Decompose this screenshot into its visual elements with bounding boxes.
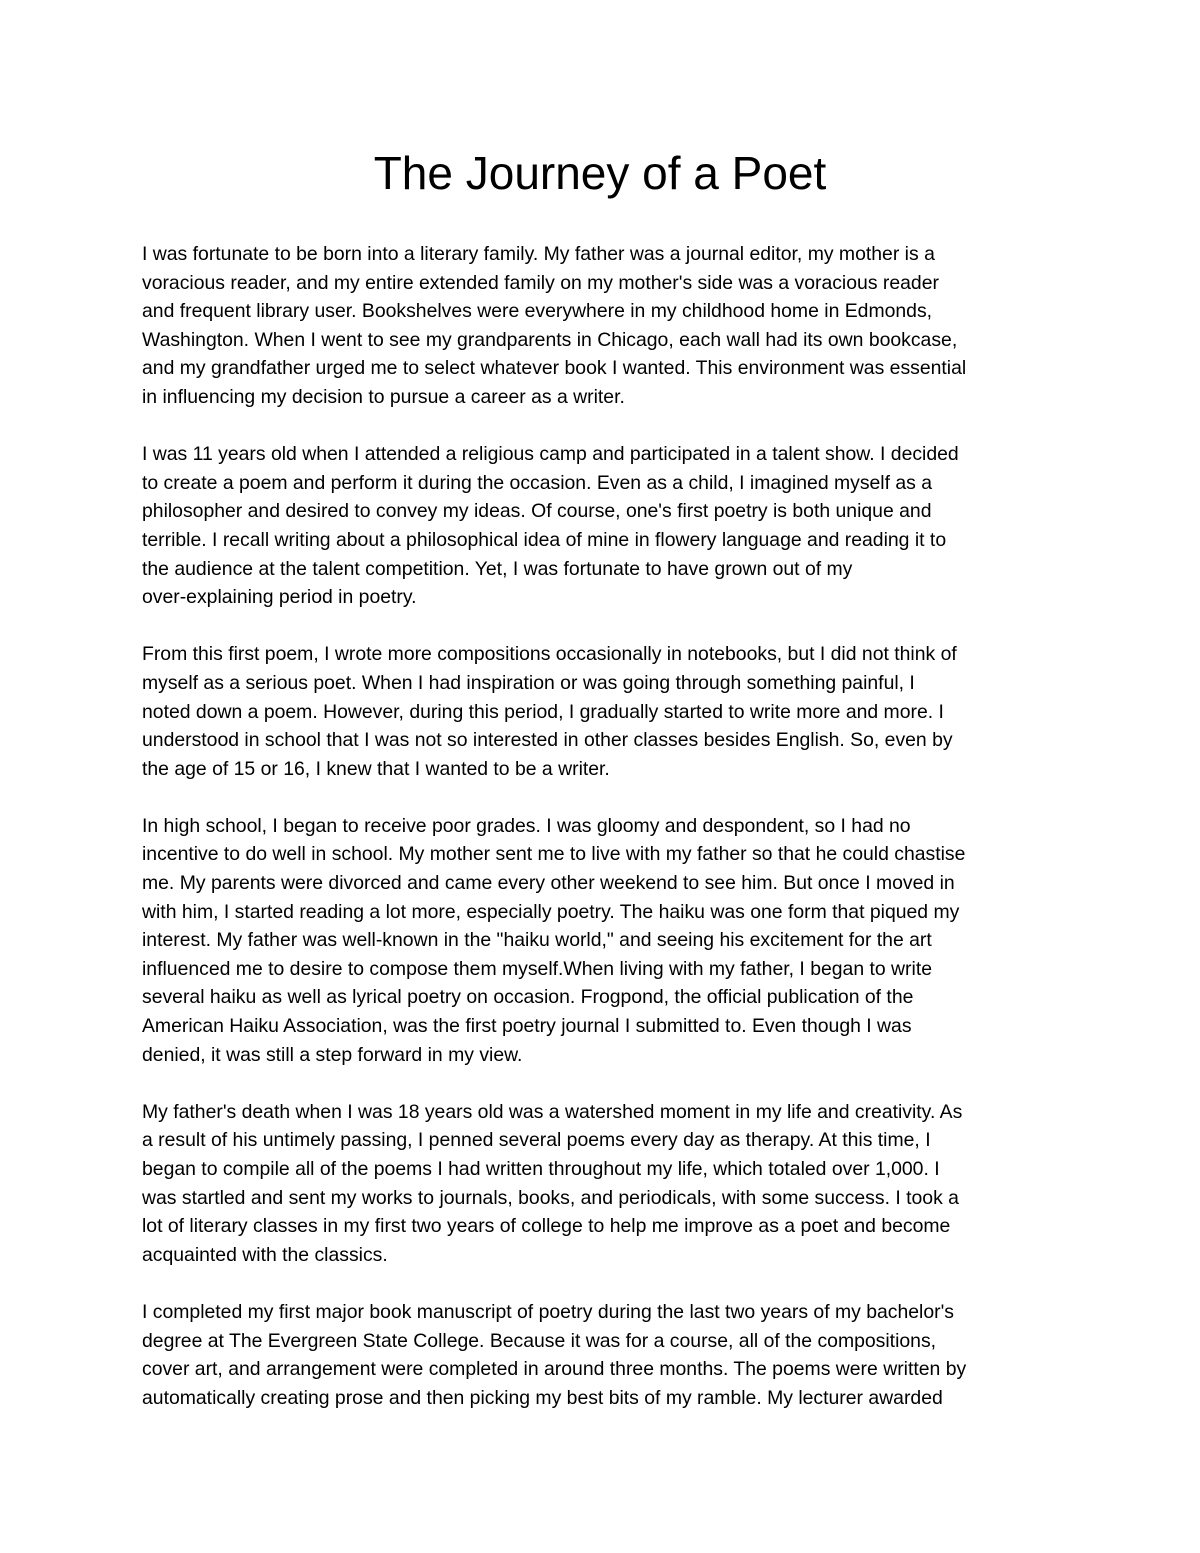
text-line: degree at The Evergreen State College. Because it was for a course, all of the compositions, [142,1329,937,1352]
text-line: influenced me to desire to compose them myself.When living with my father, I began to write [142,957,932,980]
text-line: several haiku as well as lyrical poetry on occasion. Frogpond, the official publication of the [142,986,914,1009]
text-line: to create a poem and perform it during the occasion. Even as a child, I imagined myself as a [142,471,933,494]
text-line: I was fortunate to be born into a literary family. My father was a journal editor, my mother is a [142,243,935,265]
text-line: incentive to do well in school. My mother sent me to live with my father so that he could chastise [142,843,966,866]
text-line: cover art, and arrangement were completed in around three months. The poems were written by [142,1358,967,1381]
text-line: From this first poem, I wrote more compositions occasionally in notebooks, but I did not think of [142,643,957,666]
text-line: the audience at the talent competition. Yet, I was fortunate to have grown out of my [142,557,853,580]
text-line: a result of his untimely passing, I penned several poems every day as therapy. At this time, I [142,1129,931,1152]
text-line: My father's death when I was 18 years old was a watershed moment in my life and creativity. As [142,1100,963,1123]
text-line: philosopher and desired to convey my ideas. Of course, one's first poetry is both unique and [142,500,932,523]
text-line: over-explaining period in poetry. [142,586,417,609]
paragraph [142,640,1072,783]
text-line: and frequent library user. Bookshelves were everywhere in my childhood home in Edmonds, [142,300,933,323]
text-line: voracious reader, and my entire extended family on my mother's side was a voracious reader [142,271,939,294]
text-line: the age of 15 or 16, I knew that I wanted to be a writer. [142,757,610,780]
document-body [142,240,1072,1441]
text-line: noted down a poem. However, during this period, I gradually started to write more and more. I [142,700,944,723]
text-line: understood in school that I was not so interested in other classes besides English. So, even by [142,729,953,752]
text-line: and my grandfather urged me to select whatever book I wanted. This environment was essential [142,357,967,380]
text-line: Washington. When I went to see my grandparents in Chicago, each wall had its own bookcase, [142,328,958,351]
text-line: In high school, I began to receive poor grades. I was gloomy and despondent, so I had no [142,814,911,837]
paragraph [142,440,1072,612]
paragraph [142,240,1072,412]
text-line: denied, it was still a step forward in my view. [142,1043,523,1066]
text-line: with him, I started reading a lot more, especially poetry. The haiku was one form that piqued my [142,900,960,923]
text-line: terrible. I recall writing about a philosophical idea of mine in flowery language and reading it to [142,528,947,551]
document-title: The Journey of a Poet [373,147,827,199]
text-line: was startled and sent my works to journals, books, and periodicals, with some success. I took a [142,1186,959,1209]
paragraph [142,1098,1072,1270]
text-line: interest. My father was well-known in the "haiku world," and seeing his excitement for the art [142,929,932,952]
text-line: I was 11 years old when I attended a religious camp and participated in a talent show. I decided [142,443,959,466]
text-line: me. My parents were divorced and came every other weekend to see him. But once I moved in [142,872,955,895]
text-line: in influencing my decision to pursue a career as a writer. [142,385,625,408]
text-line: began to compile all of the poems I had written throughout my life, which totaled over 1,000. I [142,1158,940,1180]
text-line: acquainted with the classics. [142,1243,388,1266]
text-line: myself as a serious poet. When I had inspiration or was going through something painful, I [142,671,915,694]
paragraph [142,1298,1072,1412]
text-line: lot of literary classes in my first two years of college to help me improve as a poet and become [142,1215,951,1238]
text-line: I completed my first major book manuscript of poetry during the last two years of my bachelor's [142,1300,954,1323]
paragraph [142,812,1072,1069]
text-line: automatically creating prose and then picking my best bits of my ramble. My lecturer awarded [142,1386,943,1409]
text-line: American Haiku Association, was the first poetry journal I submitted to. Even though I was [142,1015,912,1038]
